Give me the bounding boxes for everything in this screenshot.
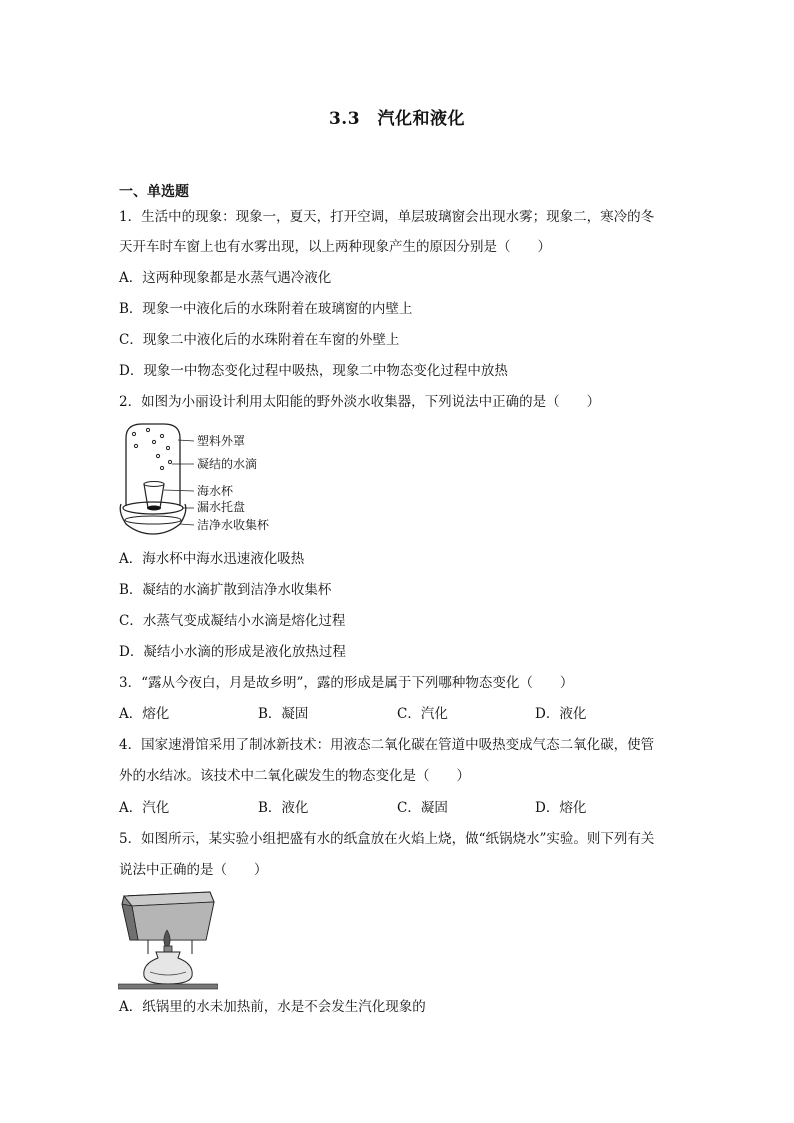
q3-options (119, 704, 679, 724)
paper-pot-figure (118, 886, 218, 990)
q2-option-d: D．凝结小水滴的形成是液化放热过程 (119, 644, 346, 660)
q4-option-d: D．熔化 (535, 800, 587, 816)
q1-option-b: B．现象一中液化后的水珠附着在玻璃窗的内壁上 (119, 301, 413, 317)
q1-option-c: C．现象二中液化后的水珠附着在车窗的外壁上 (119, 332, 400, 348)
q2-option-b: B．凝结的水滴扩散到洁净水收集杯 (119, 582, 332, 598)
label-condensed-drops: 凝结的水滴 (197, 457, 258, 471)
q2-option-c: C．水蒸气变成凝结小水滴是熔化过程 (119, 613, 346, 629)
q4-stem-line2: 外的水结冰。该技术中二氧化碳发生的物态变化是（ ） (119, 768, 470, 784)
q1-option-d: D．现象一中物态变化过程中吸热，现象二中物态变化过程中放热 (119, 363, 508, 379)
q2-stem-line1: 2．如图为小丽设计利用太阳能的野外淡水收集器，下列说法中正确的是（ ） (119, 394, 601, 410)
label-seawater-cup: 海水杯 (197, 484, 234, 498)
q2-option-a: A．海水杯中海水迅速液化吸热 (119, 551, 305, 567)
q1-stem-line2: 天开车时车窗上也有水雾出现，以上两种现象产生的原因分别是（ ） (119, 239, 551, 255)
q4-option-c: C．凝固 (397, 800, 448, 816)
q3-option-c: C．汽化 (397, 706, 448, 722)
q3-option-a: A．熔化 (119, 706, 170, 722)
q5-stem-line2: 说法中正确的是（ ） (119, 862, 268, 878)
label-clean-water-cup: 洁净水收集杯 (197, 518, 270, 532)
q1-option-a: A．这两种现象都是水蒸气遇冷液化 (119, 270, 332, 286)
q3-stem: 3．“露从今夜白，月是故乡明”，露的形成是属于下列哪种物态变化（ ） (119, 675, 574, 691)
page-title: 3.3 汽化和液化 (328, 109, 466, 129)
q3-option-d: D．液化 (535, 706, 587, 722)
q5-stem-line1: 5．如图所示，某实验小组把盛有水的纸盒放在火焰上烧，做“纸锅烧水”实验。则下列有关 (119, 831, 655, 847)
water-collector-figure (118, 420, 288, 545)
q1-stem-line1: 1．生活中的现象：现象一，夏天，打开空调，单层玻璃窗会出现水雾；现象二，寒冷的冬 (119, 209, 655, 225)
q5-option-a: A．纸锅里的水未加热前，水是不会发生汽化现象的 (119, 999, 426, 1015)
label-drain-tray: 漏水托盘 (197, 500, 246, 514)
section-heading: 一、单选题 (119, 184, 189, 200)
q3-option-b: B．凝固 (258, 706, 309, 722)
label-plastic-cover: 塑料外罩 (197, 434, 246, 448)
q4-option-a: A．汽化 (119, 800, 170, 816)
q4-option-b: B．液化 (258, 800, 309, 816)
q4-options (119, 798, 679, 818)
q4-stem-line1: 4．国家速滑馆采用了制冰新技术：用液态二氧化碳在管道中吸热变成气态二氧化碳，使管 (119, 737, 655, 753)
